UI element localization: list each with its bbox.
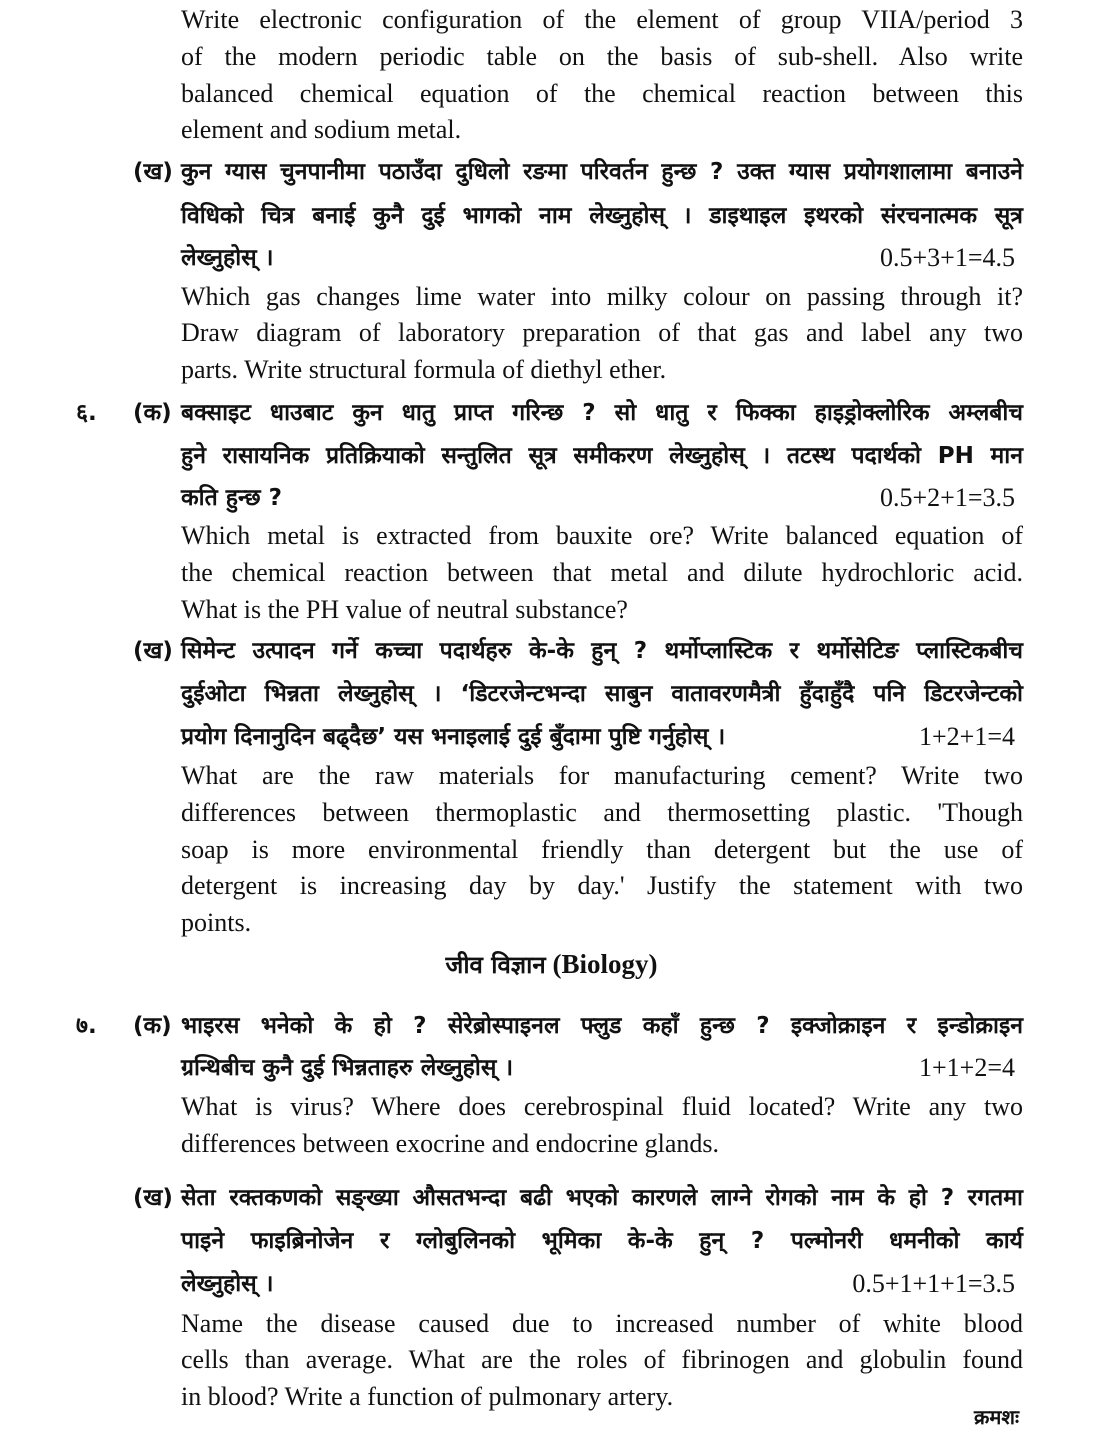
q6b-en-line-4: detergent is increasing day by day.' Justify the statement with two xyxy=(181,871,1023,900)
q5b-en-line-3: parts. Write structural formula of diethyl ether. xyxy=(181,355,667,384)
top-en-line-1: Write electronic configuration of the element of group VIIA/period 3 xyxy=(181,5,1023,34)
q6b-en-line-1: What are the raw materials for manufacturing cement? Write two xyxy=(181,761,1023,790)
q7b-np-line-3: लेख्नुहोस् । xyxy=(181,1271,274,1297)
q6-number: ६. xyxy=(76,400,97,426)
q7b-label: (ख) xyxy=(133,1185,173,1211)
q6a-np-line-2: हुने रासायनिक प्रतिक्रियाको सन्तुलित सूत्र समीकरण लेख्नुहोस् । तटस्थ पदार्थको PH मान xyxy=(181,443,1023,469)
q6a-label: (क) xyxy=(133,400,172,426)
continued-note: क्रमशः xyxy=(974,1405,1019,1429)
q6b-en-line-5: points. xyxy=(181,908,252,937)
q5b-marks: 0.5+3+1=4.5 xyxy=(880,243,1015,272)
q5b-np-line-1: कुन ग्यास चुनपानीमा पठाउँदा दुधिलो रङमा परिवर्तन हुन्छ ? उक्त ग्यास प्रयोगशालामा बनाउने xyxy=(181,159,1023,185)
q6a-en-line-3: What is the PH value of neutral substance? xyxy=(181,595,628,624)
q7a-np-line-1: भाइरस भनेको के हो ? सेरेब्रोस्पाइनल फ्लुड कहाँ हुन्छ ? इक्जोक्राइन र इन्डोक्राइन xyxy=(181,1013,1023,1039)
q7b-np-line-2: पाइने फाइब्रिनोजेन र ग्लोबुलिनको भूमिका के-के हुन् ? पल्मोनरी धमनीको कार्य xyxy=(181,1228,1023,1254)
q5b-en-line-2: Draw diagram of laboratory preparation of that gas and label any two xyxy=(181,318,1023,347)
q6b-en-line-3: soap is more environmental friendly than detergent but the use of xyxy=(181,835,1023,864)
q6b-marks: 1+2+1=4 xyxy=(919,722,1015,751)
section-heading xyxy=(0,944,1103,985)
q6a-en-line-1: Which metal is extracted from bauxite ore? Write balanced equation of xyxy=(181,521,1023,550)
q6a-en-line-2: the chemical reaction between that metal and dilute hydrochloric acid. xyxy=(181,558,1023,587)
top-en-line-2: of the modern periodic table on the basis of sub-shell. Also write xyxy=(181,42,1023,71)
q5b-np-line-3: लेख्नुहोस् । xyxy=(181,245,274,271)
q7b-marks: 0.5+1+1+1=3.5 xyxy=(852,1269,1015,1298)
q7a-en-line-1: What is virus? Where does cerebrospinal fluid located? Write any two xyxy=(181,1092,1023,1121)
q6b-np-line-3: प्रयोग दिनानुदिन बढ्दैछ’ यस भनाइलाई दुई बुँदामा पुष्टि गर्नुहोस् । xyxy=(181,724,726,750)
q5b-label: (ख) xyxy=(133,159,173,185)
q7a-label: (क) xyxy=(133,1013,172,1039)
q7-number: ७. xyxy=(76,1013,97,1039)
q6b-np-line-1: सिमेन्ट उत्पादन गर्ने कच्चा पदार्थहरु के-के हुन् ? थर्मोप्लास्टिक र थर्मोसेटिङ प्लास्टिकबीच xyxy=(181,638,1023,664)
q7a-np-line-2: ग्रन्थिबीच कुनै दुई भिन्नताहरु लेख्नुहोस् । xyxy=(181,1055,514,1081)
q7a-marks: 1+1+2=4 xyxy=(919,1053,1015,1082)
q6b-en-line-2: differences between thermoplastic and thermosetting plastic. 'Though xyxy=(181,798,1023,827)
q7b-en-line-2: cells than average. What are the roles of fibrinogen and globulin found xyxy=(181,1345,1023,1374)
q5b-np-line-2: विधिको चित्र बनाई कुनै दुई भागको नाम लेख्नुहोस् । डाइथाइल इथरको संरचनात्मक सूत्र xyxy=(181,203,1023,229)
q6a-marks: 0.5+2+1=3.5 xyxy=(880,483,1015,512)
q6b-np-line-2: दुईओटा भिन्नता लेख्नुहोस् । ‘डिटरजेन्टभन्दा साबुन वातावरणमैत्री हुँदाहुँदै पनि डिटरजेन्टको xyxy=(181,681,1023,707)
q5b-en-line-1: Which gas changes lime water into milky colour on passing through it? xyxy=(181,282,1023,311)
top-en-line-3: balanced chemical equation of the chemical reaction between this xyxy=(181,79,1023,108)
q6a-np-line-3: कति हुन्छ ? xyxy=(181,485,283,511)
top-en-line-4: element and sodium metal. xyxy=(181,115,462,144)
q6b-label: (ख) xyxy=(133,638,173,664)
q7b-np-line-1: सेता रक्तकणको सङ्ख्या औसतभन्दा बढी भएको कारणले लाग्ने रोगको नाम के हो ? रगतमा xyxy=(181,1185,1023,1211)
q7b-en-line-1: Name the disease caused due to increased number of white blood xyxy=(181,1309,1023,1338)
q7a-en-line-2: differences between exocrine and endocrine glands. xyxy=(181,1129,720,1158)
section-heading-en: (Biology) xyxy=(552,949,658,979)
q6a-np-line-1: बक्साइट धाउबाट कुन धातु प्राप्त गरिन्छ ? सो धातु र फिक्का हाइड्रोक्लोरिक अम्लबीच xyxy=(181,400,1023,426)
section-heading-np: जीव विज्ञान xyxy=(445,951,546,979)
q7b-en-line-3: in blood? Write a function of pulmonary artery. xyxy=(181,1382,674,1411)
